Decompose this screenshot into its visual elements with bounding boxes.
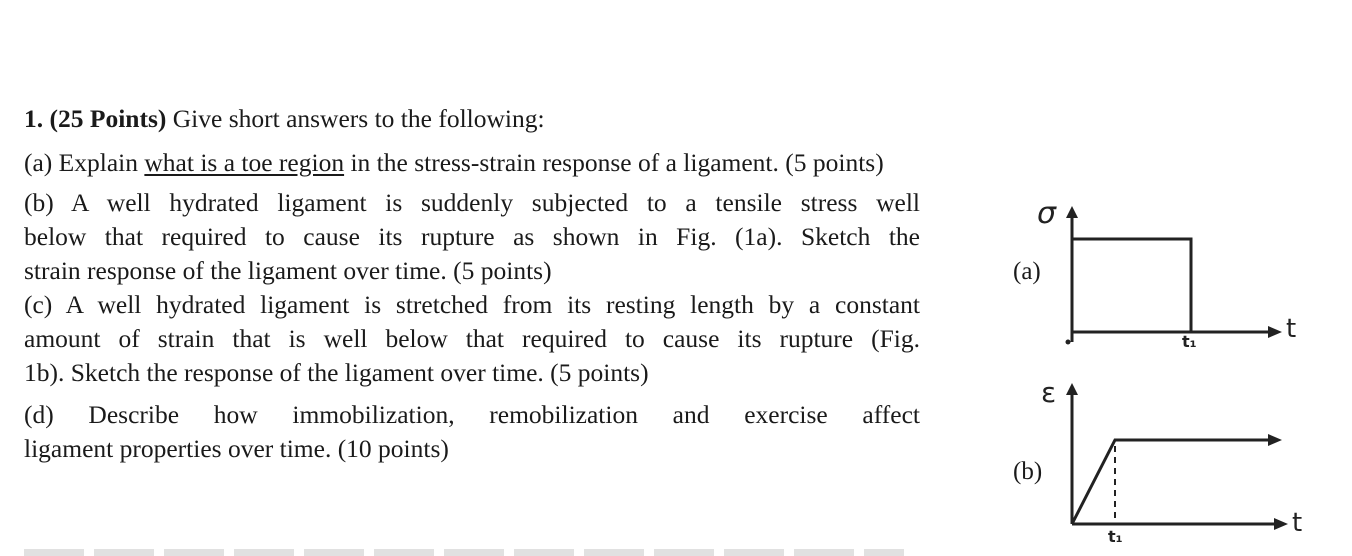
part-a-prefix: (a) Explain (24, 148, 145, 177)
figure-b-curve-arrowhead (1268, 434, 1282, 446)
figure-a-t1-marker: t₁ (1182, 332, 1197, 351)
figure-b-x-symbol: t (1292, 508, 1303, 538)
question-points: (25 Points) (49, 104, 167, 133)
cropped-next-line (24, 549, 904, 556)
figure-b-t1-marker: t₁ (1108, 527, 1123, 546)
part-b-line-3: strain response of the ligament over time. (5 points) (24, 256, 552, 285)
figure-a-x-symbol: t (1286, 314, 1297, 344)
part-a-underlined: what is a toe region (144, 148, 345, 177)
part-d-line-1: (d) Describe how immobilization, remobilization and exercise affect (24, 400, 920, 429)
question-number: 1. (24, 104, 44, 133)
part-c-line-3: 1b). Sketch the response of the ligament over time. (5 points) (24, 358, 649, 387)
figure-b-label: (b) (1013, 458, 1043, 485)
part-b-line-1: (b) A well hydrated ligament is suddenly subjected to a tensile stress well (24, 188, 920, 217)
figure-a-label: (a) (1013, 258, 1041, 285)
figure-b-y-symbol: ε (1041, 376, 1057, 409)
part-c-line-2: amount of strain that is well below that required to cause its rupture (Fig. (24, 324, 920, 353)
figure-b-y-arrowhead (1066, 383, 1078, 395)
figure-b-strain-curve (1072, 440, 1270, 524)
part-d-line-2: ligament properties over time. (10 points) (24, 434, 449, 463)
part-a-suffix: in the stress-strain response of a ligament. (5 points) (344, 148, 884, 177)
figure-b-x-arrowhead (1274, 518, 1288, 530)
part-b-line-2: below that required to cause its rupture as shown in Fig. (1a). Sketch the (24, 222, 920, 251)
figure-a-y-symbol: σ (1037, 196, 1057, 231)
part-c-line-1: (c) A well hydrated ligament is stretched from its resting length by a constant (24, 290, 920, 319)
question-intro: Give short answers to the following: (172, 104, 545, 133)
